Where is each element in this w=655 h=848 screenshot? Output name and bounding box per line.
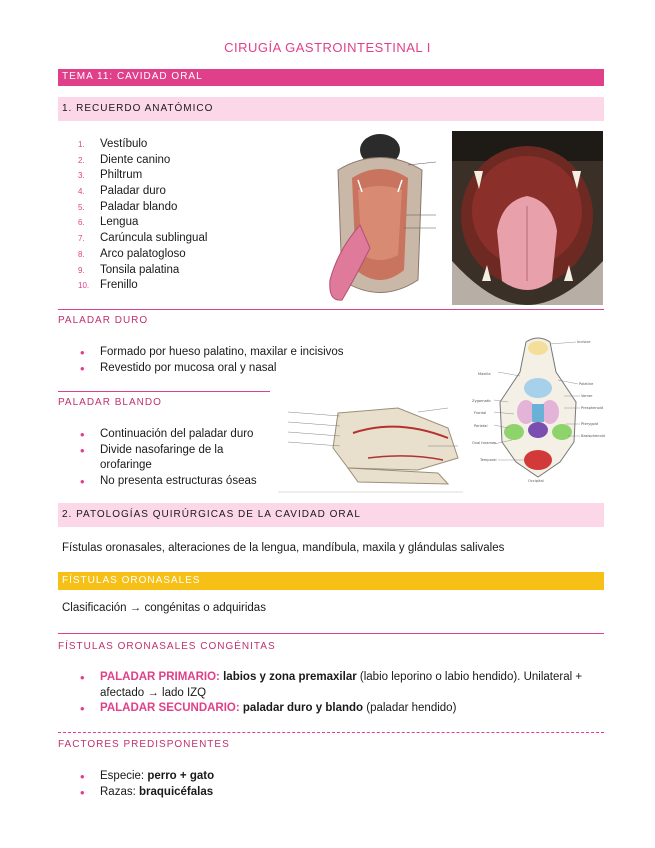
divider <box>58 391 270 392</box>
skull-label: Frontal <box>474 411 487 415</box>
skull-label: Pterygoid <box>581 422 599 426</box>
paladar-duro-list <box>78 345 344 376</box>
list-item: 9. Tonsila palatina <box>78 263 180 276</box>
skull-ventral-diagram <box>468 332 608 492</box>
list-item: 4. Paladar duro <box>78 185 166 198</box>
list-item: 3. Philtrum <box>78 169 143 182</box>
list-item: • PALADAR PRIMARIO: labios y zona premaxilar (labio leporino o labio hendido). Unilateral + afectado → lado IZQ <box>78 670 598 701</box>
factores-heading: FACTORES PREDISPONENTES <box>58 739 230 750</box>
factores-list <box>78 769 214 800</box>
skull-label: Maxilla <box>478 372 491 376</box>
divider <box>58 309 604 310</box>
skull-label: Presphenoid <box>581 406 604 410</box>
tema-bar: TEMA 11: CAVIDAD ORAL <box>58 69 604 86</box>
list-item: • Continuación del paladar duro <box>78 427 257 443</box>
congenitas-list <box>78 670 598 717</box>
document-title: CIRUGÍA GASTROINTESTINAL I <box>224 40 431 55</box>
skull-lateral-illustration <box>278 398 463 493</box>
list-item: 10. Frenillo <box>78 279 138 292</box>
dashed-divider <box>58 732 604 733</box>
section2-text: Fístulas oronasales, alteraciones de la lengua, mandíbula, maxila y glándulas salivales <box>62 542 505 554</box>
dog-mouth-photo <box>452 131 603 305</box>
skull-label: Zygomatic <box>472 399 492 403</box>
skull-label: Parietal <box>474 424 488 428</box>
fistulas-bar: FÍSTULAS ORONASALES <box>58 572 604 590</box>
skull-label: Temporal <box>480 458 497 462</box>
list-item: • Especie: perro + gato <box>78 769 214 785</box>
skull-label: Incisive <box>577 340 591 344</box>
list-item: 8. Arco palatogloso <box>78 247 186 260</box>
skull-label: Occipital <box>528 479 544 483</box>
list-item: 6. Lengua <box>78 216 139 229</box>
section2-heading: 2. PATOLOGÍAS QUIRÚRGICAS DE LA CAVIDAD ORAL <box>58 503 604 527</box>
paladar-blando-list <box>78 427 257 489</box>
list-item: • Revestido por mucosa oral y nasal <box>78 361 344 377</box>
list-item: 7. Carúncula sublingual <box>78 232 208 245</box>
list-item: • Divide nasofaringe de la orofaringe <box>78 443 257 474</box>
arrow-icon: → <box>129 602 142 614</box>
divider <box>58 633 604 634</box>
list-item: • PALADAR SECUNDARIO: paladar duro y blando (paladar hendido) <box>78 701 598 717</box>
congenitas-heading: FÍSTULAS ORONASALES CONGÉNITAS <box>58 641 276 652</box>
clasificacion-text: Clasificación → congénitas o adquiridas <box>62 602 266 614</box>
skull-label: Oval foramen <box>472 441 497 445</box>
paladar-duro-heading: PALADAR DURO <box>58 315 149 326</box>
oral-cavity-illustration <box>318 130 443 305</box>
skull-label: Vomer <box>581 394 593 398</box>
anatomy-list <box>78 137 207 294</box>
section1-heading: 1. RECUERDO ANATÓMICO <box>58 97 604 121</box>
list-item: • No presenta estructuras óseas <box>78 474 257 490</box>
list-item: 2. Diente canino <box>78 153 171 166</box>
list-item: • Razas: braquicéfalas <box>78 785 214 801</box>
skull-label: Palatine <box>579 382 594 386</box>
list-item: • Formado por hueso palatino, maxilar e incisivos <box>78 345 344 361</box>
paladar-blando-heading: PALADAR BLANDO <box>58 397 162 408</box>
list-item: 5. Paladar blando <box>78 200 178 213</box>
list-item: 1. Vestíbulo <box>78 138 148 150</box>
skull-label: Basisphenoid <box>581 434 605 438</box>
